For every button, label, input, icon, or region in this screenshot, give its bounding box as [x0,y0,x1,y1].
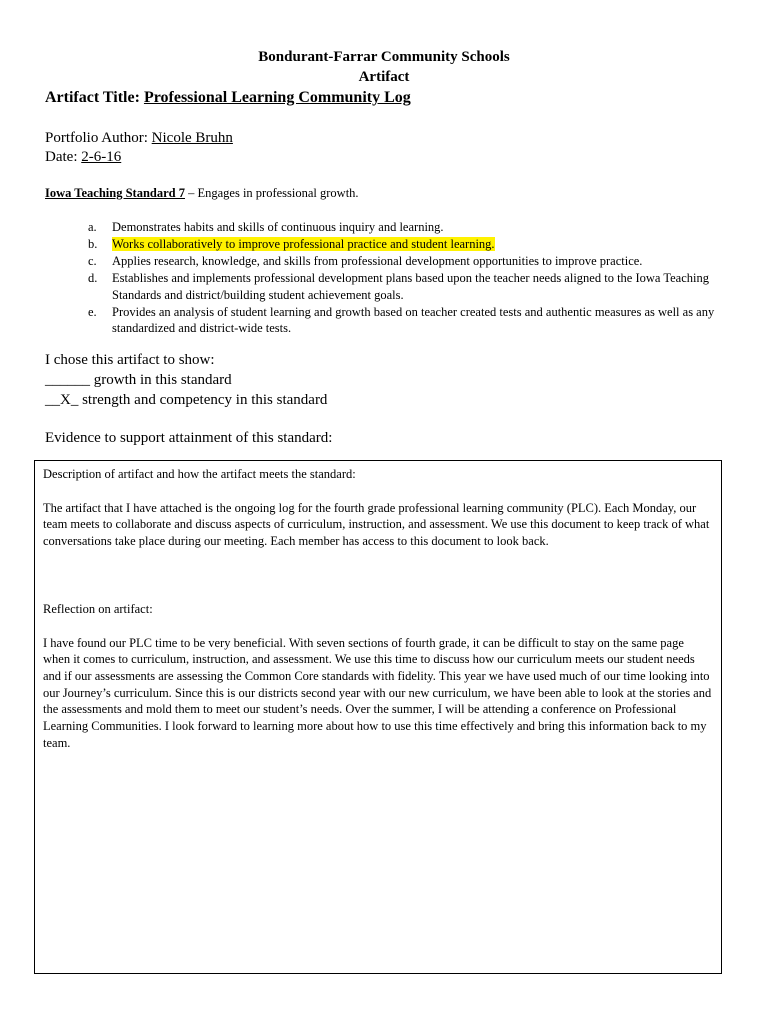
choice-intro: I chose this artifact to show: [45,352,215,368]
reflection-body: I have found our PLC time to be very beneficial. With seven sections of fourth grade, it can be difficult to stay on the same page when it comes to curriculum, instruction, and assessment. We use this time to discuss how our curriculum meets our student needs and if our assessments are assessing the Common Core standards with fidelity. This year we have used much of our time looking into our Journey’s curriculum. Since this is our districts second year with our new curriculum, we have been able to look at the stories and the assessments and mold them to meet our student’s needs. Over the summer, I will be attending a conference on Professional Learning Communities. I look forward to learning more about how to use this time effectively and bring this information back to my team. [43,635,712,750]
date-label: Date: [45,149,82,165]
document-type: Artifact [358,69,410,85]
criteria-text: Establishes and implements professional development plans based upon the teacher needs aligned to the Iowa Teaching Standards and district/building student achievement goals. [112,271,709,302]
criteria-marker: c. [88,254,97,268]
description-heading: Description of artifact and how the artifact meets the standard: [43,467,356,481]
criteria-item [60,219,730,236]
choice-strength: __X_ strength and competency in this standard [45,392,328,408]
artifact-title [45,89,411,107]
artifact-title-value: Professional Learning Community Log [143,89,411,106]
criteria-text: Demonstrates habits and skills of continuous inquiry and learning. [112,220,444,234]
criteria-item [60,304,730,337]
date-value: 2-6-16 [81,149,122,165]
criteria-list [60,219,730,337]
evidence-box [34,460,722,974]
criteria-marker: e. [88,304,97,319]
school-name: Bondurant-Farrar Community Schools [258,49,510,65]
criteria-marker: b. [88,237,98,251]
criteria-text: Provides an analysis of student learning and growth based on teacher created tests and authentic measures as well as any standardized and district-wide tests. [112,304,715,335]
criteria-marker: a. [88,220,97,234]
reflection-heading: Reflection on artifact: [43,601,153,616]
artifact-title-label: Artifact Title: [45,89,144,106]
criteria-text: Applies research, knowledge, and skills from professional development opportunities to improve practice. [112,254,643,268]
criteria-item [60,253,730,270]
author-value: Nicole Bruhn [151,130,233,146]
standard-description: – Engages in professional growth. [184,186,359,200]
author-label: Portfolio Author: [45,130,152,146]
criteria-item [60,236,730,253]
criteria-text-highlighted: Works collaboratively to improve professional practice and student learning. [112,237,495,251]
portfolio-author [45,130,233,147]
date-line [45,149,121,166]
description-body: The artifact that I have attached is the ongoing log for the fourth grade professional learning community (PLC). Each Monday, our team meets to collaborate and discuss aspects of curriculum, instruction, and assessment. We use this document to keep track of what conversations take place during our meeting. Each member has access to this document to look back. [43,500,710,549]
criteria-marker: d. [88,271,98,285]
evidence-heading: Evidence to support attainment of this standard: [45,430,333,446]
criteria-item [60,270,730,303]
standard-line [45,186,359,201]
choice-growth: ______ growth in this standard [45,372,232,388]
standard-name: Iowa Teaching Standard 7 [45,186,185,200]
